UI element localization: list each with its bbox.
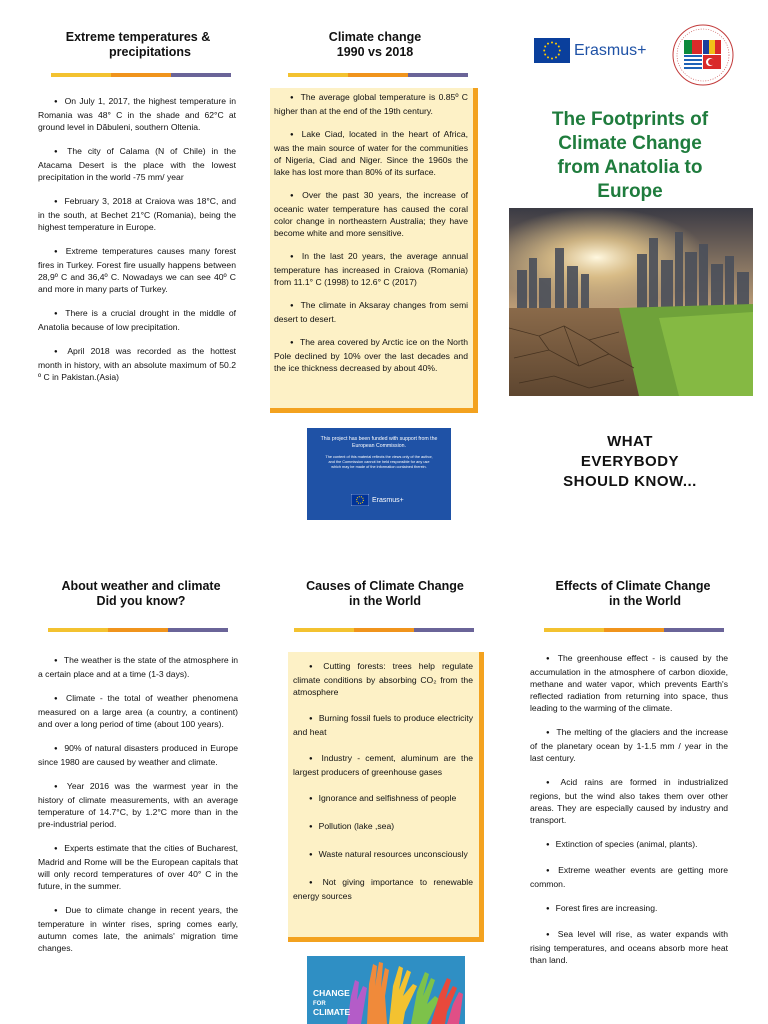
poster-text-line: CHANGE	[313, 988, 350, 998]
divider-bar	[294, 628, 474, 632]
list-item: ● Extreme weather events are getting more common.	[530, 864, 728, 890]
list-item: ● Year 2016 was the warmest year in the history of climate measurements, with an average temperature of 14.7°C, by 1.2°C more than in the pre-industrial period.	[38, 780, 238, 830]
list-item: ● Sea level will rise, as water expands with rising temperatures, and oceans absorb more heat than land.	[530, 928, 728, 966]
list-item: ● Forest fires are increasing.	[530, 902, 728, 916]
panel-effects-of-climate-change	[528, 579, 738, 609]
list-item: ● The climate in Aksaray changes from semi desert to desert.	[274, 299, 468, 325]
panel-heading: Extreme temperatures & precipitations	[65, 30, 211, 59]
list-item: ● Extinction of species (animal, plants).	[530, 838, 728, 852]
what-everybody-should-know: WHAT EVERYBODY SHOULD KNOW...	[563, 433, 697, 490]
list-item: ● Extreme temperatures causes many forest fires in Turkey. Forest fire usually happens between 28,9º C and 36,4º C. Nowadays we can see 40º C and more in many parts of Turkey.	[38, 245, 236, 295]
causes-note-box	[288, 652, 484, 942]
list-item: ● Over the past 30 years, the increase of oceanic water temperature has caused the coral color change in northeastern Australia; they have become white and more sensitive.	[274, 189, 468, 239]
list-item: ● Waste natural resources unconsciously	[293, 848, 473, 862]
divider-bar	[288, 73, 468, 77]
list-item: ● Climate - the total of weather phenomena measured on a large area (a country, a continent) and over a long period of time (about 100 years).	[38, 692, 238, 730]
panel-extreme-temperatures	[36, 30, 240, 60]
list-item: ● April 2018 was recorded as the hottest month in history, with an absolute maximum of 50.2 º C in Pakistan.(Asia)	[38, 345, 236, 383]
poster-text-line: FOR	[313, 1001, 326, 1007]
list-item: ● Pollution (lake ,sea)	[293, 820, 473, 834]
eu-flag-icon	[534, 38, 570, 63]
list-item: ● Acid rains are formed in industrialized regions, but the wind also takes them over other areas. They are especially caused by industry and transport.	[530, 776, 728, 826]
panel-heading: Causes of Climate Change in the World	[306, 579, 464, 608]
climate-change-note-box	[270, 88, 478, 413]
poster-text-line: CLIMATE	[313, 1007, 351, 1017]
list-item: ● The melting of the glaciers and the increase of the planetary ocean by 1-1.5 mm / year in the last century.	[530, 726, 728, 764]
list-item: ● The area covered by Arctic ice on the North Pole declined by 10% over the last decades and the ice thickness decreased by about 40%.	[274, 336, 468, 374]
list-item: ● Burning fossil fuels to produce electricity and heat	[293, 712, 473, 738]
list-item: ● In the last 20 years, the average annual temperature has increased in Craiova (Romania) from 11.1° C (1998) to 12.6° C (2017)	[274, 250, 468, 288]
panel-climate-change-1990-2018	[290, 30, 460, 60]
panel1-list	[38, 95, 236, 395]
partner-flags-seal-icon	[672, 24, 734, 86]
panel6-list	[530, 652, 728, 978]
panel-heading: About weather and climate Did you know?	[61, 579, 221, 608]
list-item: ● Ignorance and selfishness of people	[293, 792, 473, 806]
eu-flag-icon	[351, 494, 369, 506]
list-item: ● Lake Ciad, located in the heart of Africa, was the main source of water for the communities of Nigeria, Ciad and Niger. Since the 1960s the lake has lost more than 80% of its surface.	[274, 128, 468, 178]
list-item: ● The average global temperature is 0.85º C higher than at the end of the 19th century.	[274, 91, 468, 117]
panel-weather-and-climate	[36, 579, 246, 609]
list-item: ● There is a crucial drought in the middle of Anatolia because of low precipitation.	[38, 307, 236, 333]
climate-city-drought-image	[509, 208, 753, 396]
list-item: ● Due to climate change in recent years, the temperature in winter rises, spring comes early, autumn comes late, the animals' migration time changes.	[38, 904, 238, 954]
erasmus-logo: Erasmus+	[534, 38, 646, 63]
list-item: ● February 3, 2018 at Craiova was 18°C, and in the south, at Bechet 21°C (Romania), being the highest temperature in Europe.	[38, 195, 236, 233]
divider-bar	[48, 628, 228, 632]
panel-causes-of-climate-change	[280, 579, 490, 609]
panel-heading: Climate change 1990 vs 2018	[328, 30, 422, 59]
list-item: ● On July 1, 2017, the highest temperature in Romania was 48° C in the shade and 62°C at ground level in Dăbuleni, southern Oltenia.	[38, 95, 236, 133]
list-item: ● The weather is the state of the atmosphere in a certain place and at a time (1-3 days).	[38, 654, 238, 680]
panel-heading: Effects of Climate Change in the World	[555, 579, 711, 608]
divider-bar	[51, 73, 231, 77]
list-item: ● The greenhouse effect - is caused by the accumulation in the atmosphere of carbon dioxide, methane and water vapor, which prevents Earth's reflected radiation from returning into space, thus leading to the warming of the climate.	[530, 652, 728, 714]
panel4-list	[38, 654, 238, 966]
list-item: ● Not giving importance to renewable energy sources	[293, 876, 473, 902]
list-item: ● Cutting forests: trees help regulate climate conditions by absorbing CO₂ from the atmosphere	[293, 660, 473, 698]
brochure-title: The Footprints of Climate Change from Anatolia to Europe	[551, 109, 709, 202]
list-item: ● The city of Calama (N of Chile) in the Atacama Desert is the place with the lowest precipitation in the world -75 mm/ year	[38, 145, 236, 183]
list-item: ● Experts estimate that the cities of Bucharest, Madrid and Rome will be the European capitals that will only record temperatures of over 40° C in the future, in the summer.	[38, 842, 238, 892]
list-item: ● Industry - cement, aluminum are the largest producers of greenhouse gases	[293, 752, 473, 778]
eu-funding-notice: This project has been funded with support from the European Commission. The content of this material reflects the views only of the author, and the Commission cannot be held responsible for any use which may be made of the information contained therein. Erasmus+	[307, 428, 451, 520]
divider-bar	[544, 628, 724, 632]
list-item: ● 90% of natural disasters produced in Europe since 1980 are caused by weather and climate.	[38, 742, 238, 768]
change-for-climate-poster	[307, 956, 465, 1024]
